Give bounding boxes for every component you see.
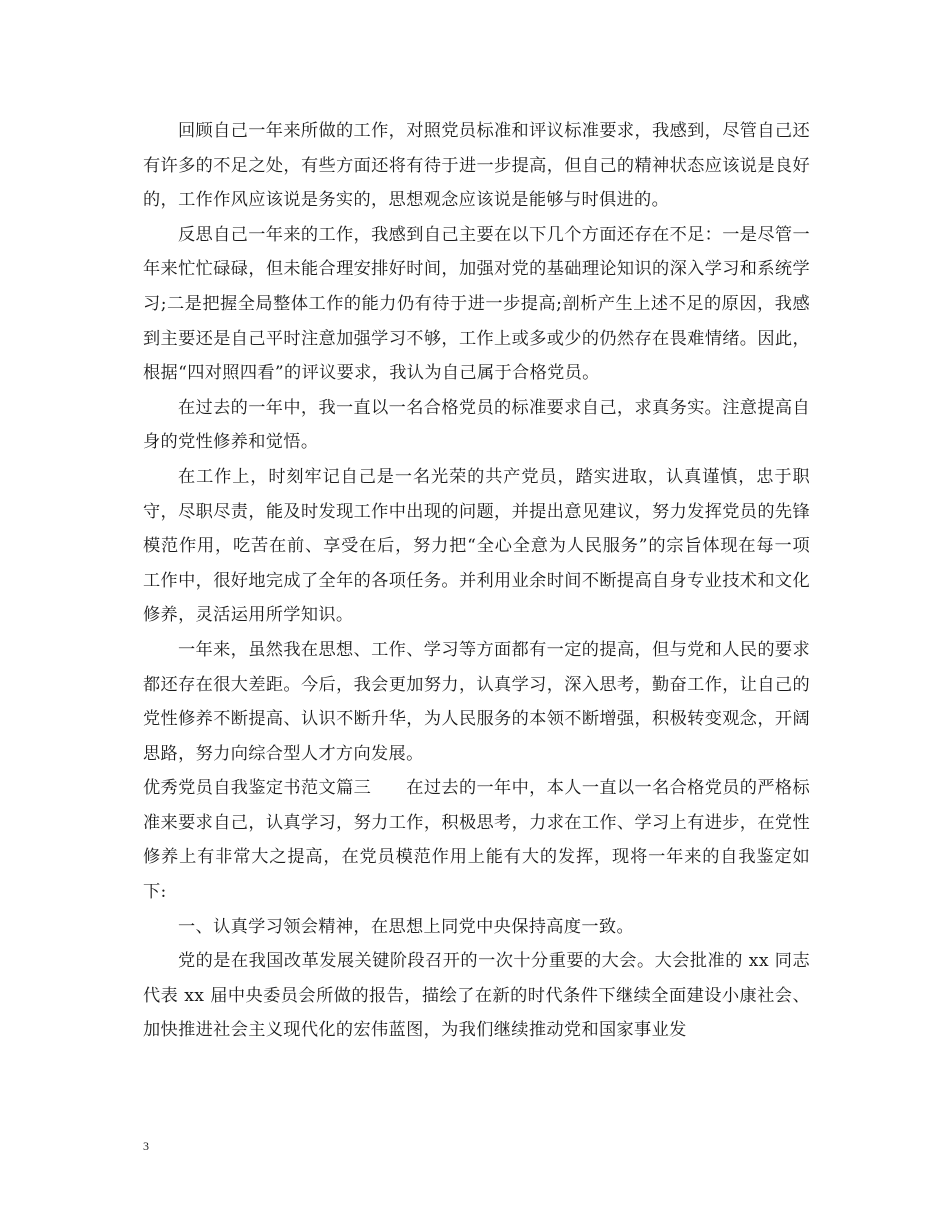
paragraph-2: 反思自己一年来的工作，我感到自己主要在以下几个方面还存在不足：一是尽管一年来忙忙碌碌，但未能合理安排好时间，加强对党的基础理论知识的深入学习和系统学习;二是把握全局整体工作的能力仍有待于进一步提高;剖析产生上述不足的原因，我感到主要还是自己平时注意加强学习不够，工作上或多或少的仍然存在畏难情绪。因此，根据“四对照四看”的评议要求，我认为自己属于合格党员。 [143, 224, 810, 384]
paragraph-6-section-heading: 优秀党员自我鉴定书范文篇三 在过去的一年中，本人一直以一名合格党员的严格标准来要求自己，认真学习，努力工作，积极思考，力求在工作、学习上有进步，在党性修养上有非常大之提高，在党员模范作用上能有大的发挥，现将一年来的自我鉴定如下: [143, 778, 810, 903]
paragraph-4: 在工作上，时刻牢记自己是一名光荣的共产党员，踏实进取，认真谨慎，忠于职守，尽职尽责，能及时发现工作中出现的问题，并提出意见建议，努力发挥党员的先锋模范作用，吃苦在前、享受在后，努力把“全心全意为人民服务”的宗旨体现在每一项工作中，很好地完成了全年的各项任务。并利用业余时间不断提高自身专业技术和文化修养，灵活运用所学知识。 [143, 466, 810, 626]
paragraph-1: 回顾自己一年来所做的工作，对照党员标准和评议标准要求，我感到，尽管自己还有许多的不足之处，有些方面还将有待于进一步提高，但自己的精神状态应该说是良好的，工作作风应该说是务实的，思想观念应该说是能够与时俱进的。 [143, 121, 810, 211]
paragraph-3: 在过去的一年中，我一直以一名合格党员的标准要求自己，求真务实。注意提高自身的党性修养和觉悟。 [143, 397, 810, 453]
paragraph-5: 一年来，虽然我在思想、工作、学习等方面都有一定的提高，但与党和人民的要求都还存在很大差距。今后，我会更加努力，认真学习，深入思考，勤奋工作，让自己的党性修养不断提高、认识不断升华，为人民服务的本领不断增强，积极转变观念，开阔思路，努力向综合型人才方向发展。 [143, 639, 810, 764]
document-body [143, 114, 810, 1048]
page-number: 3 [143, 1139, 149, 1153]
paragraph-7-subheading: 一、认真学习领会精神，在思想上同党中央保持高度一致。 [178, 916, 634, 937]
paragraph-8: 党的是在我国改革发展关键阶段召开的一次十分重要的大会。大会批准的 xx 同志代表 xx 届中央委员会所做的报告，描绘了在新的时代条件下继续全面建设小康社会、加快推进社会主义现代化的宏伟蓝图，为我们继续推动党和国家事业发 [143, 951, 810, 1041]
